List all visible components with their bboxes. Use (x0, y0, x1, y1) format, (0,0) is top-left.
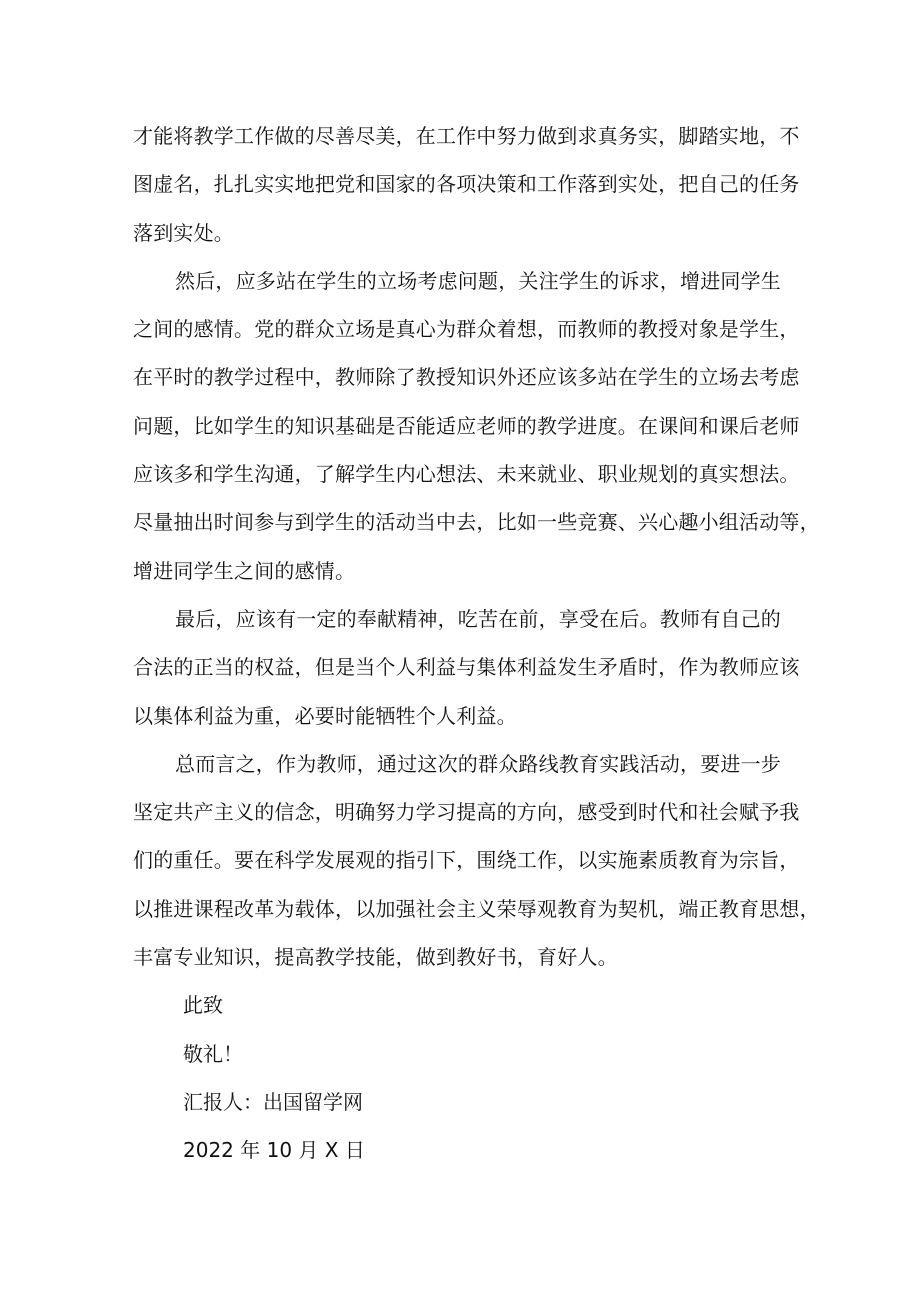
text-line: 在平时的教学过程中，教师除了教授知识外还应该多站在学生的立场去考虑 (133, 365, 800, 390)
document-body (133, 112, 820, 1175)
text-line: 最后，应该有一定的奉献精神，吃苦在前，享受在后。教师有自己的 (175, 606, 781, 631)
paragraph-summary (133, 740, 820, 981)
text-line: 然后，应多站在学生的立场考虑问题，关注学生的诉求，增进同学生 (175, 268, 781, 293)
text-line: 问题，比如学生的知识基础是否能适应老师的教学进度。在课间和课后老师 (133, 413, 800, 438)
intro-paragraph (133, 112, 805, 257)
text-line: 以推进课程改革为载体，以加强社会主义荣辱观教育为契机，端正教育思想， (133, 896, 820, 921)
reporter-signature: 汇报人：出国留学网 (183, 1089, 363, 1114)
text-line: 总而言之，作为教师，通过这次的群众路线教育实践活动，要进一步 (175, 751, 781, 776)
closing-salutation: 此致 (183, 993, 223, 1018)
text-line: 丰富专业知识，提高教学技能，做到教好书，育好人。 (133, 945, 618, 970)
text-line: 以集体利益为重，必要时能牺牲个人利益。 (133, 703, 517, 728)
text-line: 合法的正当的权益，但是当个人利益与集体利益发生矛盾时，作为教师应该 (133, 655, 800, 680)
text-line: 之间的感情。党的群众立场是真心为群众着想，而教师的教授对象是学生， (133, 317, 800, 342)
closing-regards: 敬礼！ (183, 1041, 243, 1066)
text-line: 们的重任。要在科学发展观的指引下，围绕工作，以实施素质教育为宗旨， (133, 848, 800, 873)
text-line: 尽量抽出时间参与到学生的活动当中去，比如一些竞赛、兴心趣小组活动等， (133, 510, 820, 535)
paragraph-then (133, 257, 820, 595)
text-line: 图虚名，扎扎实实地把党和国家的各项决策和工作落到实处，把自己的任务 (133, 172, 800, 197)
text-line: 坚定共产主义的信念，明确努力学习提高的方向，感受到时代和社会赋予我 (133, 800, 800, 825)
paragraph-finally (133, 595, 805, 740)
report-date: 2022 年 10 月 X 日 (183, 1138, 365, 1163)
text-line: 才能将教学工作做的尽善尽美，在工作中努力做到求真务实，脚踏实地，不 (133, 124, 800, 148)
text-line: 增进同学生之间的感情。 (133, 558, 356, 583)
text-line: 落到实处。 (133, 220, 234, 245)
text-line: 应该多和学生沟通，了解学生内心想法、未来就业、职业规划的真实想法。 (133, 462, 800, 487)
